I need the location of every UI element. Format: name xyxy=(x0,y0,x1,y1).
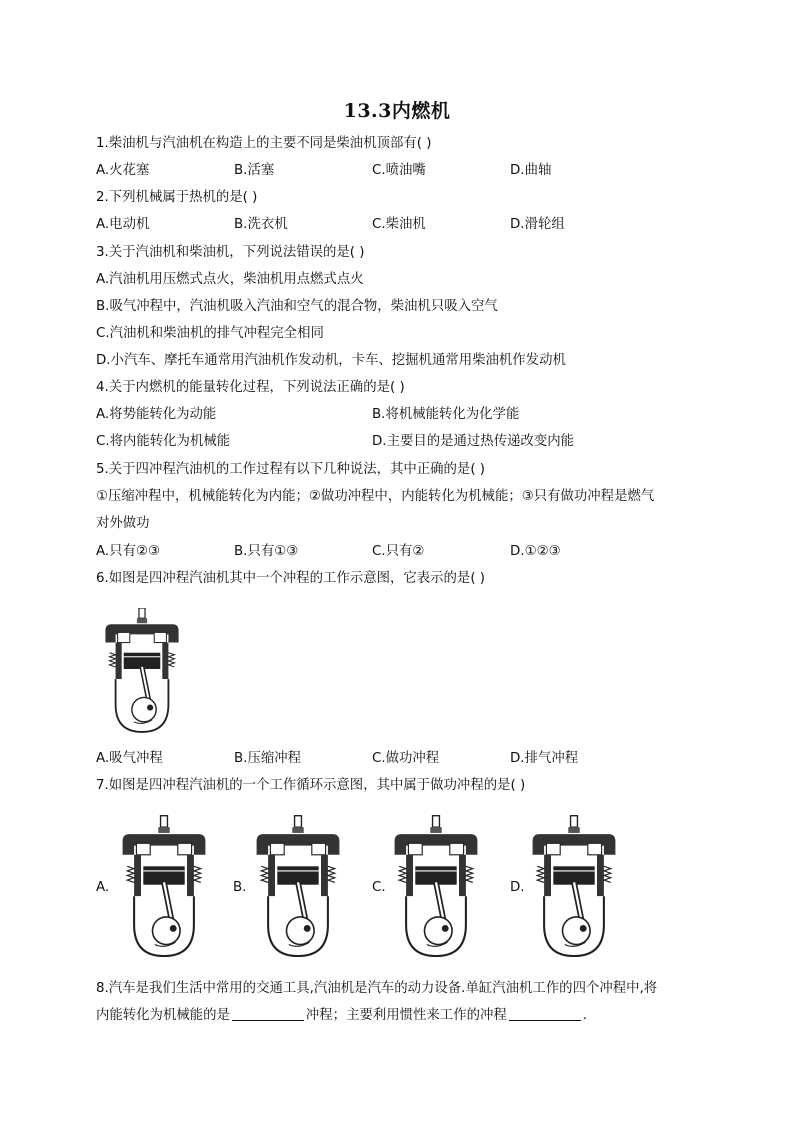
question-7-label-c[interactable]: C. xyxy=(372,880,386,895)
question-5-statements-cont: 对外做功 xyxy=(96,516,150,531)
question-3-option-b[interactable]: B.吸气冲程中，汽油机吸入汽油和空气的混合物，柴油机只吸入空气 xyxy=(96,299,498,314)
question-6-option-d[interactable]: D.排气冲程 xyxy=(510,751,579,766)
engine-stroke-diagram xyxy=(100,608,184,734)
question-6-option-a[interactable]: A.吸气冲程 xyxy=(96,751,163,766)
question-5-option-d[interactable]: D.①②③ xyxy=(510,544,561,559)
question-1-option-b[interactable]: B.活塞 xyxy=(234,163,275,178)
question-8-part-1: 内能转化为机械能的是 xyxy=(96,1008,230,1023)
page-title: 13.3内燃机 xyxy=(343,100,451,122)
question-3-stem: 3.关于汽油机和柴油机，下列说法错误的是( ) xyxy=(96,245,365,260)
question-6-option-b[interactable]: B.压缩冲程 xyxy=(234,751,302,766)
question-7-label-a[interactable]: A. xyxy=(96,880,110,895)
question-2-option-d[interactable]: D.滑轮组 xyxy=(510,217,565,232)
engine-diagram-b[interactable] xyxy=(252,812,344,962)
question-6-option-c[interactable]: C.做功冲程 xyxy=(372,751,440,766)
question-1-option-a[interactable]: A.火花塞 xyxy=(96,163,150,178)
question-4-stem: 4.关于内燃机的能量转化过程，下列说法正确的是( ) xyxy=(96,380,405,395)
question-4-option-c[interactable]: C.将内能转化为机械能 xyxy=(96,434,231,449)
question-8-part-2: 冲程；主要利用惯性来工作的冲程 xyxy=(305,1008,507,1023)
answer-blank-2[interactable] xyxy=(509,1008,581,1021)
question-2-option-c[interactable]: C.柴油机 xyxy=(372,217,426,232)
question-2-stem: 2.下列机械属于热机的是( ) xyxy=(96,190,258,205)
engine-diagram-a[interactable] xyxy=(118,812,210,962)
question-4-option-d[interactable]: D.主要目的是通过热传递改变内能 xyxy=(372,434,575,449)
question-1-option-c[interactable]: C.喷油嘴 xyxy=(372,163,426,178)
question-3-option-d[interactable]: D.小汽车、摩托车通常用汽油机作发动机，卡车、挖掘机通常用柴油机作发动机 xyxy=(96,353,566,368)
question-5-stem: 5.关于四冲程汽油机的工作过程有以下几种说法，其中正确的是( ) xyxy=(96,462,486,477)
question-5-option-b[interactable]: B.只有①③ xyxy=(234,544,299,559)
question-6-stem: 6.如图是四冲程汽油机其中一个冲程的工作示意图，它表示的是( ) xyxy=(96,571,486,586)
question-8-line-2 xyxy=(96,1007,587,1025)
engine-diagram-c[interactable] xyxy=(390,812,482,962)
question-8-part-3: . xyxy=(582,1008,588,1023)
question-3-option-a[interactable]: A.汽油机用压燃式点火，柴油机用点燃式点火 xyxy=(96,272,364,287)
question-3-option-c[interactable]: C.汽油机和柴油机的排气冲程完全相同 xyxy=(96,326,324,341)
question-8-line-1: 8.汽车是我们生活中常用的交通工具,汽油机是汽车的动力设备.单缸汽油机工作的四个冲程中,将 xyxy=(96,981,658,996)
question-7-label-b[interactable]: B. xyxy=(233,880,247,895)
question-2-option-b[interactable]: B.洗衣机 xyxy=(234,217,288,232)
question-5-option-c[interactable]: C.只有② xyxy=(372,544,425,559)
question-4-option-a[interactable]: A.将势能转化为动能 xyxy=(96,407,217,422)
question-4-option-b[interactable]: B.将机械能转化为化学能 xyxy=(372,407,520,422)
question-5-option-a[interactable]: A.只有②③ xyxy=(96,544,160,559)
engine-diagram-d[interactable] xyxy=(528,812,620,962)
question-5-statements: ①压缩冲程中，机械能转化为内能；②做功冲程中，内能转化为机械能；③只有做功冲程是燃气 xyxy=(96,489,655,504)
question-1-option-d[interactable]: D.曲轴 xyxy=(510,163,552,178)
question-7-stem: 7.如图是四冲程汽油机的一个工作循环示意图，其中属于做功冲程的是( ) xyxy=(96,778,526,793)
answer-blank-1[interactable] xyxy=(232,1008,304,1021)
question-2-option-a[interactable]: A.电动机 xyxy=(96,217,150,232)
question-1-stem: 1.柴油机与汽油机在构造上的主要不同是柴油机顶部有( ) xyxy=(96,136,432,151)
question-7-label-d[interactable]: D. xyxy=(510,880,525,895)
